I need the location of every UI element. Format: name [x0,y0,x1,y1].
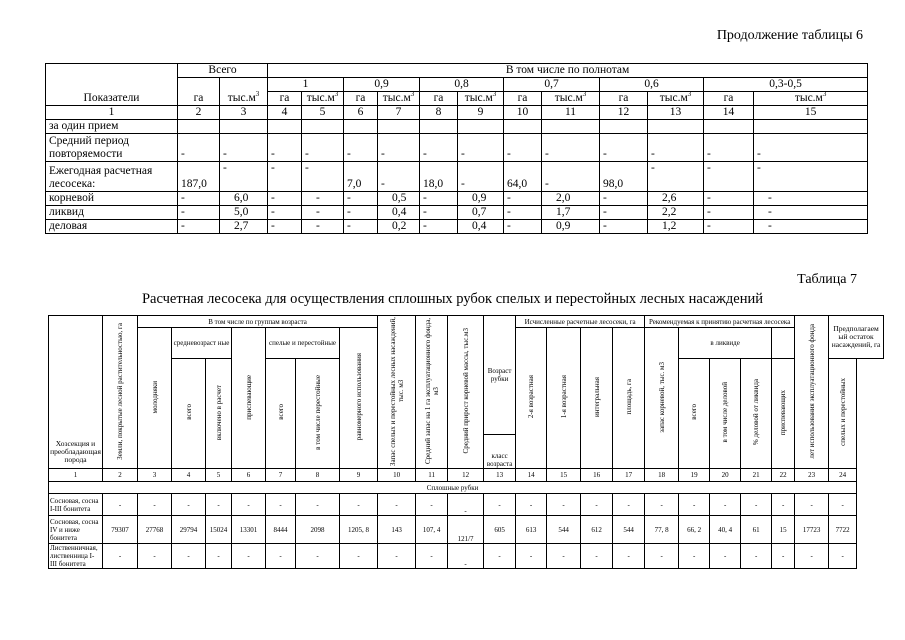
table-cell: 0,2 [378,220,420,234]
table-cell: - [420,192,458,206]
h-avgstock: Средний запас на 1 га эксплуатационного фонда, м3 [416,316,448,469]
table-cell: - [178,206,220,220]
table-row [46,120,868,134]
table-cell: - [772,494,795,516]
unit-ga: га [344,92,378,106]
col-number: 23 [795,469,829,482]
unit-ga: га [600,92,648,106]
h-integral: интегральная [581,328,613,469]
table-7-title: Расчетная лесосека для осуществления сплошных рубок спелых и перестойных лесных насаждений [141,291,764,307]
table-cell: - [772,544,795,569]
h-stock: Запас спелых и перестойных лесных насаждений, тыс. м3 [378,316,416,469]
table-cell: 6,0 [220,192,268,206]
table-row [49,544,884,569]
unit-ga: га [268,92,302,106]
table-cell: - [206,544,232,569]
col-number: 8 [296,469,340,482]
row-label: за один прием [46,120,178,134]
table-cell: 7722 [829,516,857,544]
table-cell: - [710,544,741,569]
table-cell: - [416,494,448,516]
h-remain: Предполагаем ый остаток насаждений, га [829,316,884,359]
h-uniform: равномерного использования [340,328,378,469]
table-cell: - [268,134,302,162]
density-06: 0,6 [600,78,704,92]
density-07: 0,7 [504,78,600,92]
col-number: 2 [103,469,138,482]
density-1: 1 [268,78,344,92]
table-cell: - [648,134,704,162]
table-cell: - [220,134,268,162]
table-cell: 98,0 [600,162,648,192]
h-age: Возраст рубки [484,316,516,435]
h-young: молодняки [138,328,172,469]
table-cell: - [679,494,710,516]
h-1age: 1-я возрастная [547,328,581,469]
table-cell: - [266,494,296,516]
table-cell: 7,0 [344,162,378,192]
table-cell: - [178,134,220,162]
table-cell: - [172,494,206,516]
table-cell: 187,0 [178,162,220,192]
col-number: 4 [172,469,206,482]
table-cell [302,120,344,134]
table-6 [45,63,868,234]
table-cell: - [645,494,679,516]
table-cell: 15 [772,516,795,544]
table-cell: 79307 [103,516,138,544]
col-number: 10 [504,106,542,120]
col-number: 16 [581,469,613,482]
table-cell: 0,7 [458,206,504,220]
table-row [46,162,868,192]
table-cell: - [600,134,648,162]
h-rootstock: запас корневой, тыс. м3 [645,328,679,469]
col-number: 2 [178,106,220,120]
table-cell: - [340,494,378,516]
table-cell: - [581,544,613,569]
table-cell: 40, 4 [710,516,741,544]
col-number: 18 [645,469,679,482]
section-label: Сплошные рубки [49,482,857,494]
table-cell [378,120,420,134]
col-number: 24 [829,469,857,482]
table-cell: - [600,206,648,220]
table-cell: 2,2 [648,206,704,220]
h-middle-included: включено в расчет [206,358,232,469]
col-number: 13 [484,469,516,482]
table-cell [504,120,542,134]
h-overripe: в том числе перестойные [296,358,340,469]
table-cell: 544 [547,516,581,544]
col-number: 11 [542,106,600,120]
table-cell [178,120,220,134]
h-class: класс возраста [484,435,516,469]
table-cell: - [600,220,648,234]
table-cell: - [344,206,378,220]
table-cell: - [302,192,344,206]
table-cell: - [458,134,504,162]
col-number: 11 [416,469,448,482]
col-number: 1 [46,106,178,120]
table-cell: 2,7 [220,220,268,234]
density-09: 0,9 [344,78,420,92]
table-cell: 0,4 [458,220,504,234]
table-cell: 605 [484,516,516,544]
table-cell: - [458,162,504,192]
table-7 [48,315,884,569]
h-increment: Средний прирост корневой массы, тыс.м3 [448,316,484,469]
table-cell: 2,0 [542,192,600,206]
table-cell: 0,9 [542,220,600,234]
table-cell: 17723 [795,516,829,544]
col-number: 5 [206,469,232,482]
table-cell: - [679,544,710,569]
table-cell: - [138,544,172,569]
table-cell: - [232,494,266,516]
table-cell: - [420,206,458,220]
row-label: ликвид [46,206,178,220]
table-cell: 143 [378,516,416,544]
table-cell: - [484,544,516,569]
row-label: Сосновая, сосна I-III бонитета [49,494,103,516]
table-cell: 107, 4 [416,516,448,544]
row-label: Лиственничная, лиственница I-III бонитета [49,544,103,569]
h-calc: Исчисленные расчетные лесосеки, га [516,316,645,328]
col-number: 12 [448,469,484,482]
table-cell: - [754,206,868,220]
table-cell: - [600,192,648,206]
col-number: 15 [547,469,581,482]
table-cell [542,120,600,134]
table-cell: - [448,544,484,569]
table-cell: - [103,494,138,516]
table-cell: 121/7 [448,516,484,544]
col-number: 9 [458,106,504,120]
col-number: 14 [704,106,754,120]
header-densities: В том числе по полнотам [268,64,868,78]
table-cell: - [344,134,378,162]
density-08: 0,8 [420,78,504,92]
table-cell: 1,7 [542,206,600,220]
table-cell: - [378,494,416,516]
table-cell: 29794 [172,516,206,544]
table-cell: 0,5 [378,192,420,206]
unit-ga: га [704,92,754,106]
table-cell: - [103,544,138,569]
col-number: 14 [516,469,547,482]
table-cell: - [795,544,829,569]
table-cell: 2,6 [648,192,704,206]
table-cell: - [302,162,344,192]
h-recom: Рекомендуемая к принятию расчетная лесосека [645,316,795,328]
table-cell [648,120,704,134]
unit-ga: га [420,92,458,106]
table-cell: - [516,494,547,516]
table-cell: - [741,494,772,516]
table-cell: - [704,134,754,162]
h-area: площадь, га [613,328,645,469]
col-number: 1 [49,469,103,482]
table-cell: - [710,494,741,516]
table-cell: - [754,220,868,234]
table-row [46,134,868,162]
table-cell: - [302,134,344,162]
table-cell [600,120,648,134]
table-cell: - [645,544,679,569]
table-cell: - [704,206,754,220]
table-cell: - [484,494,516,516]
h-rem-mat: приспевающих [772,358,795,469]
h-pct: % деловой от ликвида [741,358,772,469]
unit-tys: $тыс.м^3$ [302,92,344,106]
header-total: Всего [178,64,268,78]
col-number: 22 [772,469,795,482]
continuation-label: Продолжение таблицы 6 [716,28,863,43]
table-cell: 1205, 8 [340,516,378,544]
table-row [46,220,868,234]
table-cell [268,120,302,134]
table-cell: - [704,162,754,192]
table-row [49,494,884,516]
table-cell [344,120,378,134]
h-business: в том числе деловой [710,358,741,469]
table-row [49,516,884,544]
h-rem-ripe: спелых и перестойных [829,358,857,469]
unit-ga: га [504,92,542,106]
col-number: 13 [648,106,704,120]
table-cell: - [178,192,220,206]
col-number: 17 [613,469,645,482]
row-label: деловая [46,220,178,234]
h-land: Земли, покрытые лесной растительностью, га [103,316,138,469]
table-cell: - [378,134,420,162]
col-number: 6 [344,106,378,120]
table-cell: 8444 [266,516,296,544]
col-number: 21 [741,469,772,482]
col-number: 7 [378,106,420,120]
table-7-label: Таблица 7 [797,272,857,287]
table-cell: 13301 [232,516,266,544]
header-tys: $тыс.м^3$ [220,78,268,106]
table-cell: - [206,494,232,516]
table-cell: - [504,206,542,220]
col-number: 8 [420,106,458,120]
table-cell: - [178,220,220,234]
table-row [46,206,868,220]
table-cell: - [220,162,268,192]
h-middle: средневозраст ные [172,328,232,359]
table-cell: - [613,544,645,569]
col-number: 10 [378,469,416,482]
col-number: 15 [754,106,868,120]
table-cell: - [704,220,754,234]
table-cell: - [416,544,448,569]
unit-tys: $тыс.м^3$ [542,92,600,106]
table-cell: 61 [741,516,772,544]
table-cell: - [754,134,868,162]
table-cell: - [613,494,645,516]
unit-tys: $тыс.м^3$ [458,92,504,106]
unit-tys: $тыс.м^3$ [378,92,420,106]
table-row [46,192,868,206]
h-farm: Хозсекция и преобладающая порода [49,316,103,469]
table-cell: 5,0 [220,206,268,220]
table-cell: 27768 [138,516,172,544]
table-cell: - [340,544,378,569]
table-cell: 66, 2 [679,516,710,544]
h-liquid: в ликвиде [679,328,772,359]
unit-tys: $тыс.м^3$ [754,92,868,106]
h-middle-total: всего [172,358,206,469]
table-cell: 64,0 [504,162,542,192]
table-cell: - [504,220,542,234]
unit-tys: $тыс.м^3$ [648,92,704,106]
table-cell: 18,0 [420,162,458,192]
table-cell [220,120,268,134]
col-number: 3 [220,106,268,120]
h-maturing: приспевающие [232,328,266,469]
table-cell: - [829,494,857,516]
table-cell: - [302,220,344,234]
h-years: лет использования эксплуатационного фонда [795,316,829,469]
col-number: 7 [266,469,296,482]
table-cell: - [754,192,868,206]
table-cell: - [648,162,704,192]
table-cell: - [741,544,772,569]
table-cell: 613 [516,516,547,544]
table-cell: - [795,494,829,516]
table-cell [420,120,458,134]
col-number: 4 [268,106,302,120]
h-ripe-total: всего [266,358,296,469]
table-cell: - [448,494,484,516]
col-number: 9 [340,469,378,482]
table-cell: - [266,544,296,569]
table-cell: - [268,162,302,192]
table-cell: - [420,134,458,162]
table-cell: 612 [581,516,613,544]
table-cell: - [138,494,172,516]
col-number: 20 [710,469,741,482]
col-number: 5 [302,106,344,120]
table-cell: - [704,192,754,206]
table-cell: 0,9 [458,192,504,206]
h-liquid-all: всего [679,358,710,469]
table-cell: - [232,544,266,569]
h-ripe: спелые и перестойные [266,328,340,359]
table-cell: 0,4 [378,206,420,220]
table-cell [704,120,754,134]
table-cell: - [268,220,302,234]
header-indicator: Показатели [46,64,178,106]
density-03-05: 0,3-0,5 [704,78,868,92]
table-cell: - [420,220,458,234]
table-cell: - [542,162,600,192]
table-cell: - [829,544,857,569]
table-cell: - [268,192,302,206]
col-number: 3 [138,469,172,482]
table-cell: 77, 8 [645,516,679,544]
table-cell: - [378,162,420,192]
table-cell: - [516,544,547,569]
row-label: корневой [46,192,178,206]
table-cell: 2098 [296,516,340,544]
header-ga: га [178,78,220,106]
table-cell: - [296,544,340,569]
table-cell: - [268,206,302,220]
table-cell: - [302,206,344,220]
col-number: 6 [232,469,266,482]
table-cell: 15024 [206,516,232,544]
table-cell: - [344,192,378,206]
h-2age: 2-я возрастная [516,328,547,469]
h-groups: В том числе по группам возраста [138,316,378,328]
table-cell: - [547,494,581,516]
table-cell: - [344,220,378,234]
table-cell: - [542,134,600,162]
col-number: 19 [679,469,710,482]
table-cell: - [296,494,340,516]
table-cell: - [504,134,542,162]
table-cell: - [378,544,416,569]
row-label: Ежегодная расчетная лесосека: [46,162,178,192]
col-number: 12 [600,106,648,120]
table-cell: - [504,192,542,206]
table-cell [458,120,504,134]
table-cell: 544 [613,516,645,544]
row-label: Средний период повторяемости [46,134,178,162]
table-cell: - [172,544,206,569]
table-cell: - [547,544,581,569]
table-cell [754,120,868,134]
table-cell: - [754,162,868,192]
table-cell: 1,2 [648,220,704,234]
table-cell: - [581,494,613,516]
row-label: Сосновая, сосна IV и ниже бонитета [49,516,103,544]
